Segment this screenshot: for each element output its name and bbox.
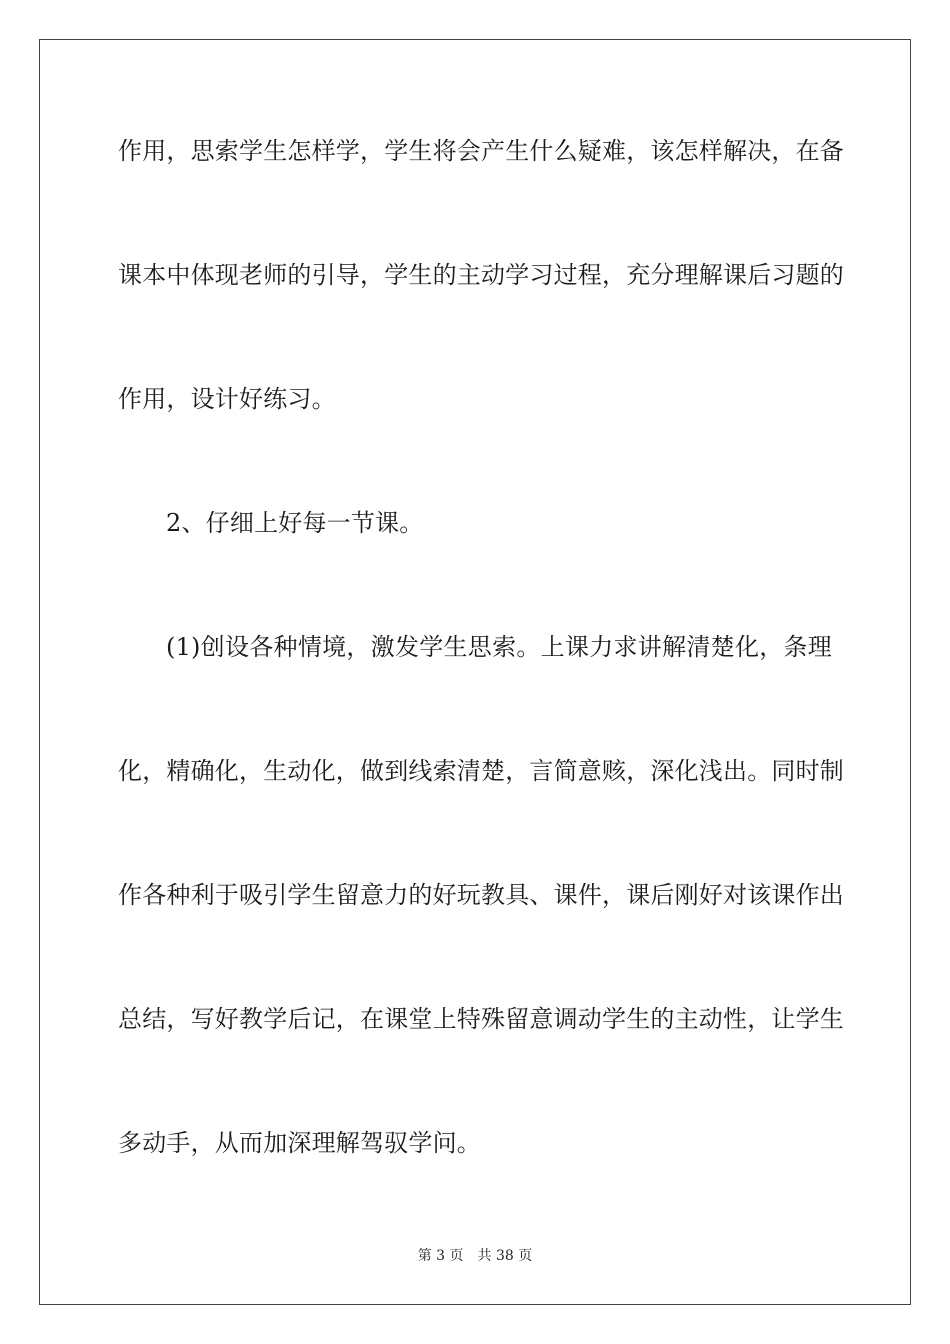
page-border <box>39 39 911 1305</box>
body-text-line: 课本中体现老师的引导，学生的主动学习过程，充分理解课后习题的 <box>118 261 844 289</box>
body-text-line: 化，精确化，生动化，做到线索清楚，言简意赅，深化浅出。同时制 <box>118 757 844 785</box>
body-text-line: 作各种利于吸引学生留意力的好玩教具、课件，课后刚好对该课作出 <box>118 881 844 909</box>
section-heading: 2、仔细上好每一节课。 <box>166 509 424 537</box>
body-text-line: (1)创设各种情境，激发学生思索。上课力求讲解清楚化，条理 <box>166 633 832 661</box>
body-text-line: 作用，设计好练习。 <box>118 385 336 413</box>
body-text-line: 多动手，从而加深理解驾驭学问。 <box>118 1129 481 1157</box>
page-total: 共 38 页 <box>477 1248 533 1264</box>
body-text-line: 总结，写好教学后记，在课堂上特殊留意调动学生的主动性，让学生 <box>118 1005 844 1033</box>
body-text-line: 作用，思索学生怎样学，学生将会产生什么疑难，该怎样解决，在备 <box>118 137 844 165</box>
page-number: 第 3 页 <box>417 1248 464 1264</box>
page-footer <box>0 1247 950 1265</box>
